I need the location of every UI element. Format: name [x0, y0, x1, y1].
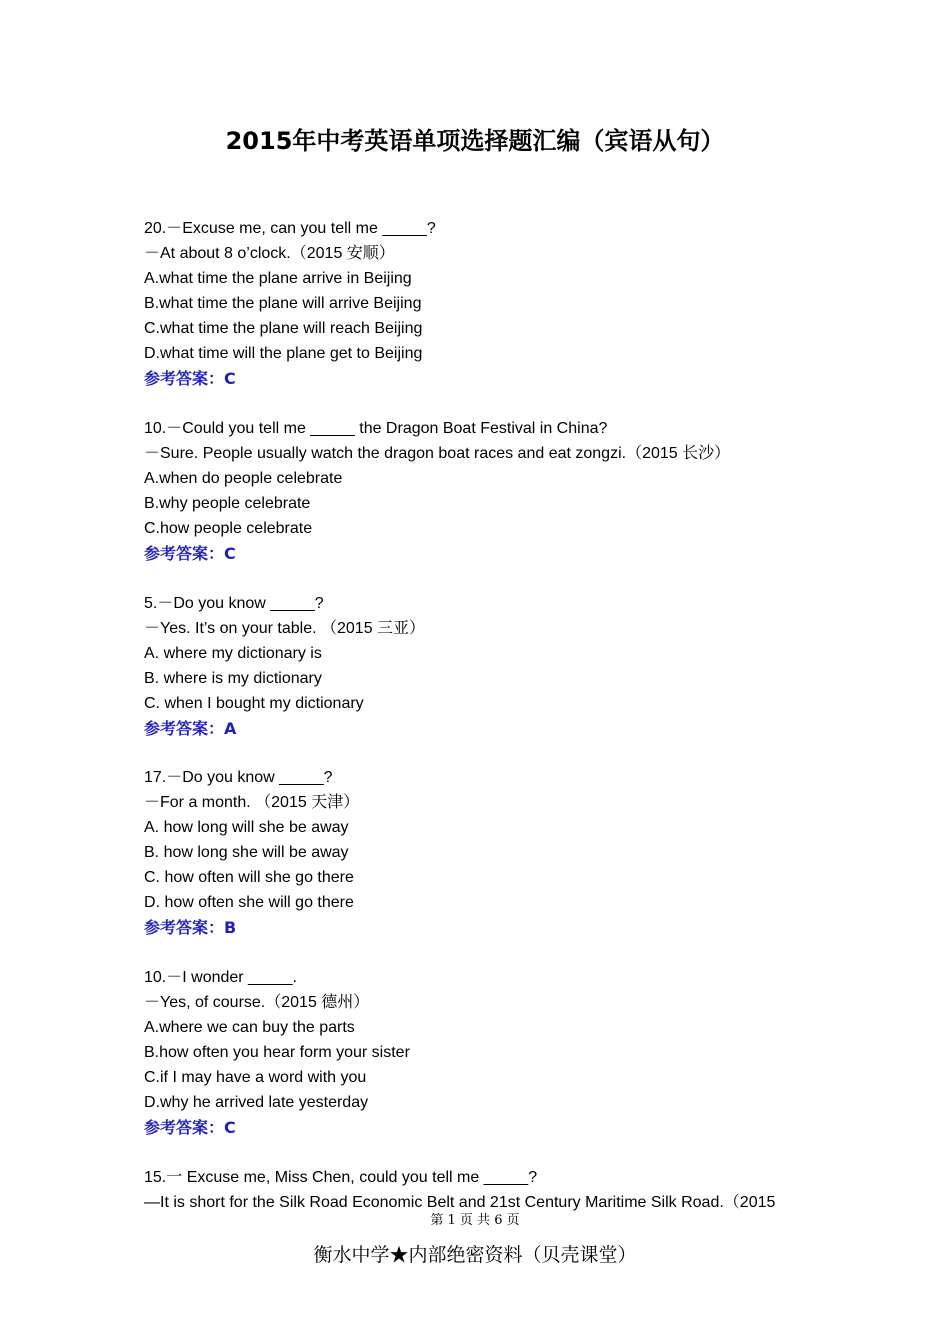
- question-stem: 10.－Could you tell me _____ the Dragon Boat Festival in China?: [144, 419, 608, 437]
- reference-answer: 参考答案：C: [144, 369, 236, 388]
- question-stem: 17.－Do you know _____?: [144, 769, 333, 787]
- reference-answer: 参考答案：C: [144, 1118, 236, 1138]
- question-block: [144, 1165, 834, 1215]
- option-d: D.why he arrived late yesterday: [144, 1094, 369, 1112]
- question-block: [144, 216, 834, 391]
- question-response: －Yes. It’s on your table. （2015 三亚）: [144, 619, 426, 637]
- spacer: [144, 940, 834, 965]
- question-stem: 15.一 Excuse me, Miss Chen, could you tell me _____?: [144, 1168, 538, 1186]
- question-block: [144, 765, 834, 940]
- question-block: [144, 965, 834, 1140]
- option-c: C.what time the plane will reach Beijing: [144, 320, 423, 337]
- option-c: C. when I bought my dictionary: [144, 694, 364, 712]
- page-footer: 衡水中学★内部绝密资料（贝壳课堂）: [313, 1244, 637, 1266]
- question-stem: 5.－Do you know _____?: [144, 594, 324, 612]
- spacer: [144, 566, 834, 591]
- question-response: —It is short for the Silk Road Economic Belt and 21st Century Maritime Silk Road.（2015: [144, 1193, 776, 1211]
- question-list: [144, 216, 834, 1215]
- option-a: A.what time the plane arrive in Beijing: [144, 270, 412, 287]
- spacer: [144, 1140, 834, 1165]
- question-response: －At about 8 o’clock.（2015 安顺）: [144, 245, 395, 262]
- option-b: B. how long she will be away: [144, 844, 349, 862]
- option-d: D. how often she will go there: [144, 894, 354, 912]
- option-c: C.how people celebrate: [144, 519, 313, 537]
- option-c: C.if I may have a word with you: [144, 1069, 367, 1087]
- option-b: B.why people celebrate: [144, 494, 311, 512]
- option-b: B. where is my dictionary: [144, 669, 322, 687]
- spacer: [144, 391, 834, 416]
- question-stem: 10.－I wonder _____.: [144, 969, 297, 987]
- reference-answer: 参考答案：B: [144, 918, 237, 938]
- spacer: [144, 741, 834, 766]
- question-response: －Sure. People usually watch the dragon boat races and eat zongzi.（2015 长沙）: [144, 444, 731, 462]
- option-a: A. where my dictionary is: [144, 644, 322, 662]
- question-response: －For a month. （2015 天津）: [144, 794, 360, 812]
- question-response: －Yes, of course.（2015 德州）: [144, 994, 370, 1012]
- question-block: [144, 416, 834, 566]
- page-number: 第 1 页 共 6 页: [430, 1213, 520, 1228]
- option-b: B.how often you hear form your sister: [144, 1044, 410, 1062]
- option-a: A. how long will she be away: [144, 819, 349, 837]
- reference-answer: 参考答案：A: [144, 718, 237, 738]
- option-b: B.what time the plane will arrive Beijing: [144, 295, 422, 312]
- reference-answer: 参考答案：C: [144, 543, 236, 563]
- option-c: C. how often will she go there: [144, 869, 354, 887]
- question-stem: 20.－Excuse me, can you tell me _____?: [144, 220, 436, 237]
- option-d: D.what time will the plane get to Beijing: [144, 345, 423, 362]
- option-a: A.where we can buy the parts: [144, 1019, 355, 1037]
- document-title: 2015年中考英语单项选择题汇编（宾语从句）: [225, 127, 725, 155]
- question-block: [144, 591, 834, 741]
- option-a: A.when do people celebrate: [144, 469, 343, 487]
